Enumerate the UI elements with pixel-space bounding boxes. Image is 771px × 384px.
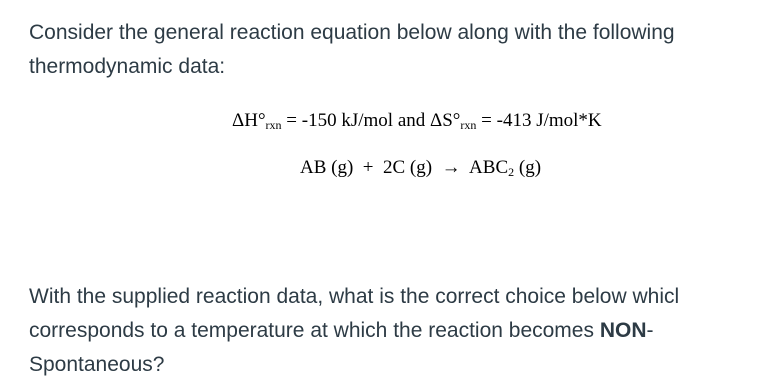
question-line-3: Spontaneous? (29, 353, 165, 376)
delta-s-subscript: rxn (460, 118, 477, 132)
question-line-2-suffix: - (646, 319, 654, 342)
question-prompt (29, 280, 771, 382)
reactants: AB (g) + 2C (g) (300, 157, 442, 178)
product-subscript: 2 (508, 165, 515, 179)
delta-s-symbol: ΔS° (430, 110, 461, 131)
product-state: (g) (514, 157, 542, 178)
reaction-equation (300, 157, 541, 180)
intro-line-2: thermodynamic data: (29, 55, 226, 78)
question-line-1: With the supplied reaction data, what is the correct choice below whicl (29, 285, 680, 308)
intro-line-1: Consider the general reaction equation below along with the following (29, 21, 675, 44)
question-intro (29, 16, 771, 84)
delta-h-subscript: rxn (265, 118, 282, 132)
delta-h-symbol: ΔH° (232, 110, 266, 131)
delta-s-value: = -413 J/mol*K (476, 110, 602, 131)
product: ABC (460, 157, 509, 178)
delta-h-value: = -150 kJ/mol and (281, 110, 431, 131)
arrow-icon: → (441, 157, 461, 178)
thermo-data-equation (232, 110, 602, 133)
non-emphasis: NON (599, 319, 647, 342)
question-line-2 (29, 314, 771, 348)
question-line-2-prefix: corresponds to a temperature at which the reaction becomes (29, 319, 600, 342)
